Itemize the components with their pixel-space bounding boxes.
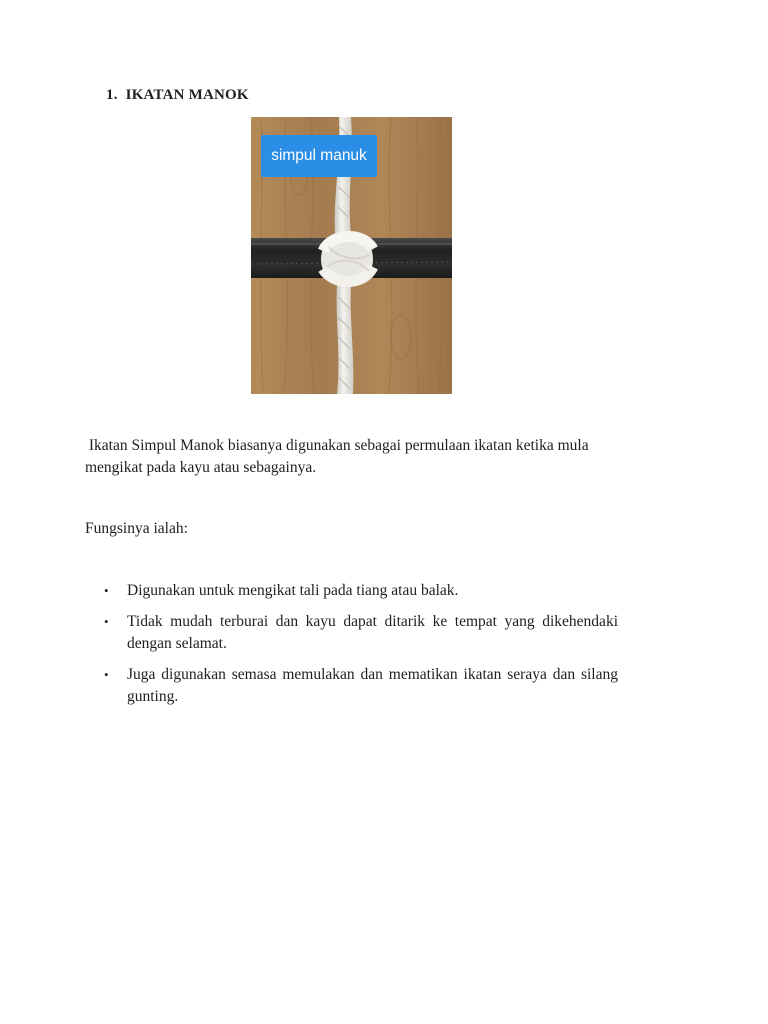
functions-label: Fungsinya ialah: — [85, 520, 188, 537]
heading-title: IKATAN MANOK — [125, 87, 249, 103]
section-heading — [106, 87, 249, 104]
functions-list — [85, 580, 618, 717]
knot-photo — [251, 117, 452, 394]
photo-label-text: simpul manuk — [271, 147, 367, 164]
bullet-icon: • — [104, 614, 109, 629]
bullet-icon: • — [104, 667, 109, 682]
list-item-text: Digunakan untuk mengikat tali pada tiang atau balak. — [127, 582, 459, 599]
photo-label — [261, 135, 377, 177]
heading-number: 1. — [106, 87, 118, 103]
intro-paragraph: Ikatan Simpul Manok biasanya digunakan sebagai permulaan ikatan ketika mula mengikat pada kayu atau sebagainya. — [85, 437, 593, 476]
rope-knot — [321, 231, 373, 287]
list-item-text: Juga digunakan semasa memulakan dan mematikan ikatan seraya dan silang gunting. — [127, 666, 618, 705]
list-item — [85, 664, 618, 708]
list-item-text: Tidak mudah terburai dan kayu dapat ditarik ke tempat yang dikehendaki dengan selamat. — [127, 613, 618, 652]
bullet-icon: • — [104, 583, 109, 598]
list-item — [85, 611, 618, 655]
list-item — [85, 580, 618, 602]
